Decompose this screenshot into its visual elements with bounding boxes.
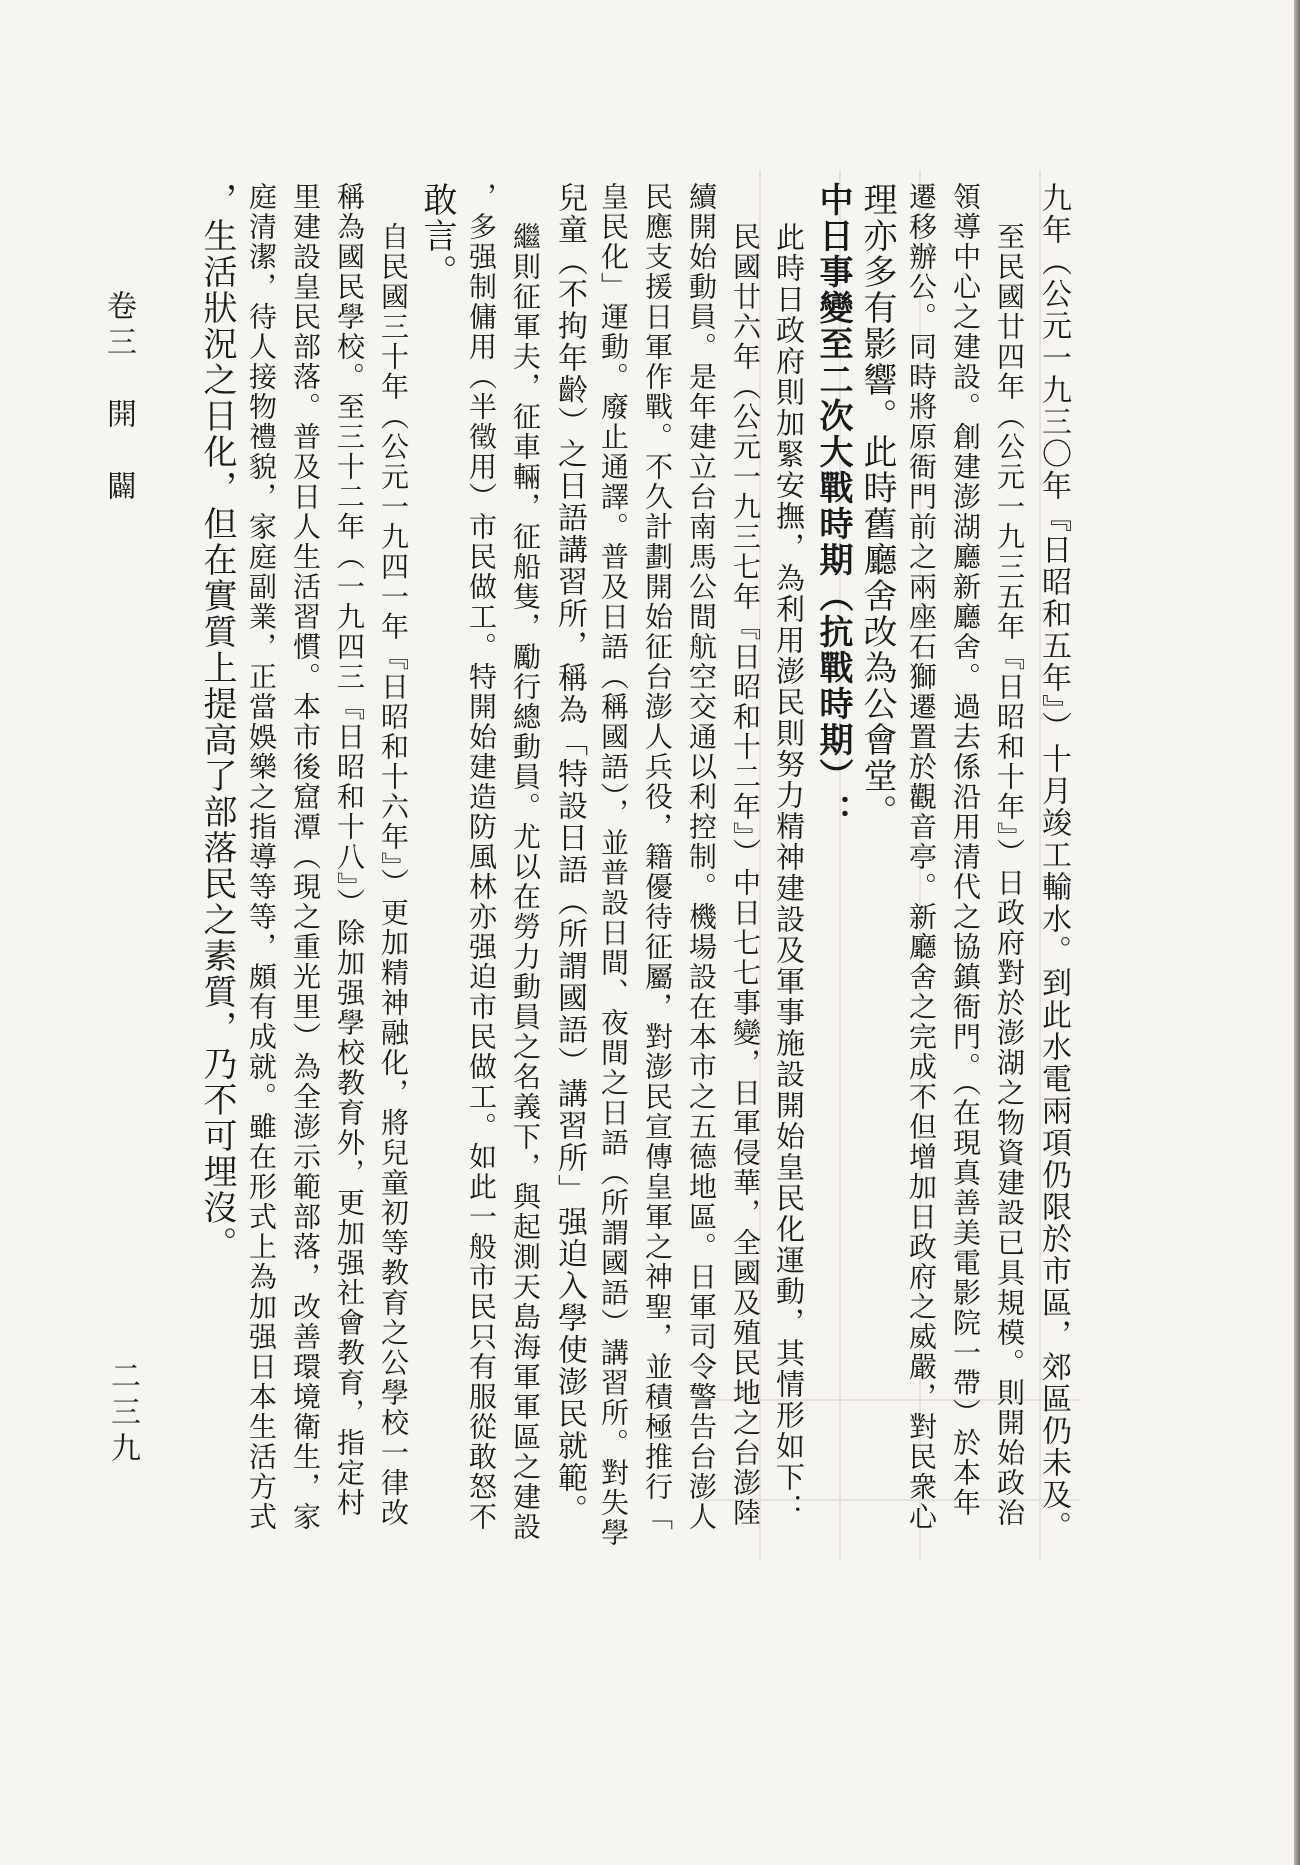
text-column: 遷移辦公。同時將原衙門前之兩座石獅遷置於觀音亭。新廳舍之完成不但增加日政府之威嚴，對民衆心 — [905, 182, 938, 1532]
text-column: ，多强制傭用（半徵用）市民做工。特開始建造防風林亦强迫市民做工。如此一般市民只有服從敢怒不 — [465, 182, 498, 1532]
text-column: 稱為國民學校。至三十二年（一九四三『日昭和十八』）除加强學校教育外，更加强社會教育，指定村 — [333, 182, 366, 1518]
text-column: 敢言。 — [417, 182, 457, 290]
text-column: 民國廿六年（公元一九三七年『日昭和十二年』）中日七七事變，日軍侵華，全國及殖民地之台澎陸 — [729, 222, 762, 1528]
text-column: 皇民化」運動。廢止通譯。普及日語（稱國語），並普設日間、夜間之日語（所謂國語）講習所。對失學 — [597, 182, 630, 1548]
text-column: 兒童（不拘年齡）之日語講習所，稱為「特設日語（所謂國語）講習所」强迫入學使澎民就範。 — [552, 182, 587, 1526]
text-column: 民應支援日軍作戰。不久計劃開始征台澎人兵役，籍優待征屬，對澎民宣傳皇軍之神聖，並積極推行「 — [641, 182, 674, 1532]
text-column: 中日事變至二次大戰時期（抗戰時期）： — [813, 182, 853, 830]
text-column: 九年（公元一九三〇年『日昭和五年』）十月竣工輸水。到此水電兩項仍限於市區，郊區仍未及。 — [1036, 182, 1071, 1543]
text-column: 繼則征軍夫，征車輛，征船隻，勵行總動員。尤以在勞力動員之名義下，與起測天島海軍軍區之建設 — [509, 222, 542, 1542]
chapter-footer: 卷三 開 闢 — [101, 290, 136, 506]
text-column: 領導中心之建設。創建澎湖廳新廳舍。過去係沿用清代之協鎮衙門。（在現真善美電影院一帶）於本年 — [949, 182, 982, 1518]
scan-edge — [1294, 0, 1300, 1865]
text-column: 庭清潔，待人接物禮貌，家庭副業，正當娛樂之指導等等，頗有成就。雖在形式上為加强日本生活方式 — [245, 182, 278, 1532]
text-column: 至民國廿四年（公元一九三五年『日昭和十年』）日政府對於澎湖之物資建設已具規模。則開始政治 — [993, 222, 1026, 1528]
text-column: 續開始動員。是年建立台南馬公間航空交通以利控制。機場設在本市之五德地區。日軍司令警告台澎人 — [685, 182, 718, 1532]
text-column: 此時日政府則加緊安撫，為利用澎民則努力精神建設及軍事施設開始皇民化運動，其情形如下： — [772, 222, 806, 1524]
text-column: 里建設皇民部落。普及日人生活習慣。本市後窟潭（現之重光里）為全澎示範部落，改善環境衛生，家 — [289, 182, 322, 1532]
text-column: 自民國三十年（公元一九四一年『日昭和十六年』）更加精神融化，將兒童初等教育之公學校一律改 — [377, 222, 410, 1528]
text-column: ，生活狀況之日化，但在實質上提高了部落民之素質，乃不可埋沒。 — [197, 182, 237, 1262]
text-column: 理亦多有影響。此時舊廳舍改為公會堂。 — [857, 182, 897, 830]
page-number: 二三九 — [105, 1360, 140, 1468]
